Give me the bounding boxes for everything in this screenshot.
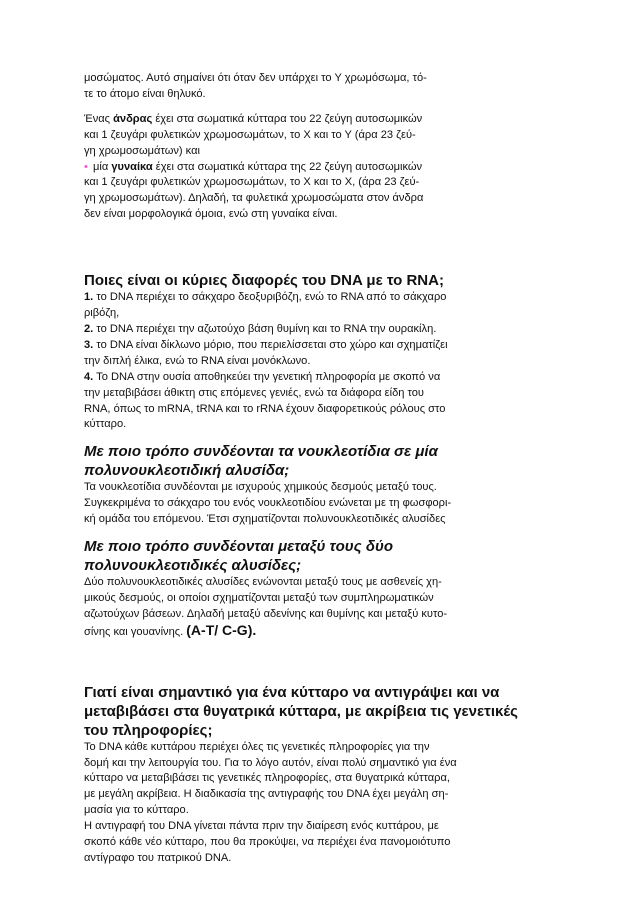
text-line: Το DNA κάθε κυττάρου περιέχει όλες τις γενετικές πληροφορίες για την: [84, 740, 430, 753]
text-line: με μεγάλη ακρίβεια. Η διαδικασία της αντιγραφής του DNA έχει μεγάλη ση-: [84, 788, 449, 801]
man-paragraph-first-line: [84, 112, 564, 128]
list-item: [84, 370, 564, 386]
text-line: γη χρωμοσωμάτων) και: [84, 144, 200, 157]
text-line: Δύο πολυνουκλεοτιδικές αλυσίδες ενώνονται μεταξύ τους με ασθενείς χη-: [84, 576, 442, 589]
section-heading: πολυνουκλεοτιδική αλυσίδα;: [84, 462, 290, 480]
section-heading: πολυνουκλεοτιδικές αλυσίδες;: [84, 557, 302, 575]
bold-term-woman: γυναίκα: [111, 160, 153, 173]
document-page: [84, 71, 564, 867]
text-line: μοσώματος. Αυτό σημαίνει ότι όταν δεν υπάρχει το Υ χρωμόσωμα, τό-: [84, 72, 427, 84]
text-line: και 1 ζευγάρι φυλετικών χρωμοσωμάτων, το Χ και το Χ, (άρα 23 ζεύ-: [84, 176, 420, 189]
item-text: Το DNA στην ουσία αποθηκεύει την γενετική πληροφορία με σκοπό να: [93, 370, 441, 383]
item-text: το DNA περιέχει το σάκχαρο δεοξυριβόζη, ενώ το RNA από το σάκχαρο: [93, 291, 447, 304]
list-item: [84, 290, 564, 306]
chains-section: [84, 537, 564, 641]
text-line: Η αντιγραφή του DNA γίνεται πάντα πριν την διαίρεση ενός κυττάρου, με: [84, 820, 439, 833]
text-line: και 1 ζευγάρι φυλετικών χρωμοσωμάτων, το Χ και το Υ (άρα 23 ζεύ-: [84, 128, 416, 141]
item-number: 4.: [84, 370, 94, 383]
text-line: Τα νουκλεοτίδια συνδέονται με ισχυρούς χημικούς δεσμούς μεταξύ τους.: [84, 481, 437, 494]
section-heading: Γιατί είναι σημαντικό για ένα κύτταρο να αντιγράψει και να: [84, 683, 500, 701]
nucleotides-section: [84, 442, 564, 528]
section-heading: Ποιες είναι οι κύριες διαφορές του DNA με το RNA;: [84, 272, 444, 290]
text-line: κή ομάδα του επόμενου. Έτσι σχηματίζονται πολυνουκλεοτιδικές αλυσίδες: [84, 513, 446, 526]
text-line: μασία για το κύτταρο.: [84, 804, 189, 817]
bold-term-man: άνδρας: [113, 112, 153, 125]
text-line: τε το άτομο είναι θηλυκό.: [84, 87, 206, 100]
section-heading: του πληροφορίες;: [84, 721, 213, 739]
dna-rna-section: [84, 271, 564, 433]
text-run: έχει στα σωματικά κύτταρα της 22 ζεύγη αυτοσωμικών: [152, 160, 423, 173]
section-heading: Με ποιο τρόπο συνδέονται τα νουκλεοτίδια σε μία: [84, 443, 438, 461]
text-line: την διπλή έλικα, ενώ το RNA είναι μονόκλωνο.: [84, 354, 311, 367]
text-line: την μεταβιβάσει άθικτη στις επόμενες γενιές, ενώ τα διάφορα είδη του: [84, 386, 424, 399]
text-line: γη χρωμοσωμάτων). Δηλαδή, τα φυλετικά χρωμοσώματα στον άνδρα: [84, 192, 424, 205]
woman-paragraph-first-line: [84, 160, 564, 176]
text-line: Συγκεκριμένα το σάκχαρο του ενός νουκλεοτιδίου ενώνεται με τη φωσφορι-: [84, 497, 452, 510]
item-number: 2.: [84, 322, 94, 335]
text-run: σίνης και γουανίνης.: [84, 625, 187, 638]
text-line: μικούς δεσμούς, οι οποίοι σχηματίζονται μεταξύ των συμπληρωματικών: [84, 591, 434, 604]
item-number: 3.: [84, 338, 94, 351]
section-heading: μεταβιβάσει στα θυγατρικά κύτταρα, με ακρίβεια τις γενετικές: [84, 702, 518, 720]
item-text: το DNA είναι δίκλωνο μόριο, που περιελίσσεται στο χώρο και σχηματίζει: [93, 338, 448, 351]
text-line: αζωτούχων βάσεων. Δηλαδή μεταξύ αδενίνης και θυμίνης και μεταξύ κυτο-: [84, 607, 448, 620]
list-item: [84, 322, 564, 338]
text-line: κύτταρο να μεταβιβάσει τις γενετικές πληροφορίες, στα θυγατρικά κύτταρα,: [84, 772, 450, 785]
text-line: κύτταρο.: [84, 418, 127, 431]
text-line: δεν είναι μορφολογικά όμοια, ενώ στη γυναίκα είναι.: [84, 208, 338, 221]
text-run: Ένας: [84, 112, 114, 125]
sex-chromosomes-section: [84, 71, 564, 223]
text-run: μία: [93, 160, 112, 173]
text-line: ριβόζη,: [84, 307, 120, 320]
replication-section: [84, 683, 564, 867]
item-number: 1.: [84, 291, 94, 304]
bullet-icon: •: [84, 160, 88, 173]
text-line: σκοπό κάθε νέο κύτταρο, που θα προκύψει, να περιέχει ένα πανομοιότυπο: [84, 836, 451, 849]
list-item: [84, 338, 564, 354]
text-line: αντίγραφο του πατρικού DNA.: [84, 852, 232, 864]
base-pairs-label: (A-T/ C-G).: [186, 621, 257, 638]
text-line: RNA, όπως το mRNA, tRNA και το rRNA έχουν διαφορετικούς ρόλους στο: [84, 402, 446, 415]
text-run: έχει στα σωματικά κύτταρα του 22 ζεύγη αυτοσωμικών: [152, 112, 423, 125]
item-text: το DNA περιέχει την αζωτούχο βάση θυμίνη και το RNA την ουρακίλη.: [93, 322, 437, 335]
section-heading: Με ποιο τρόπο συνδέονται μεταξύ τους δύο: [84, 538, 394, 556]
text-line: δομή και την λειτουργία του. Για το λόγο αυτόν, είναι πολύ σημαντικό για ένα: [84, 756, 457, 769]
text-line: [84, 623, 564, 641]
